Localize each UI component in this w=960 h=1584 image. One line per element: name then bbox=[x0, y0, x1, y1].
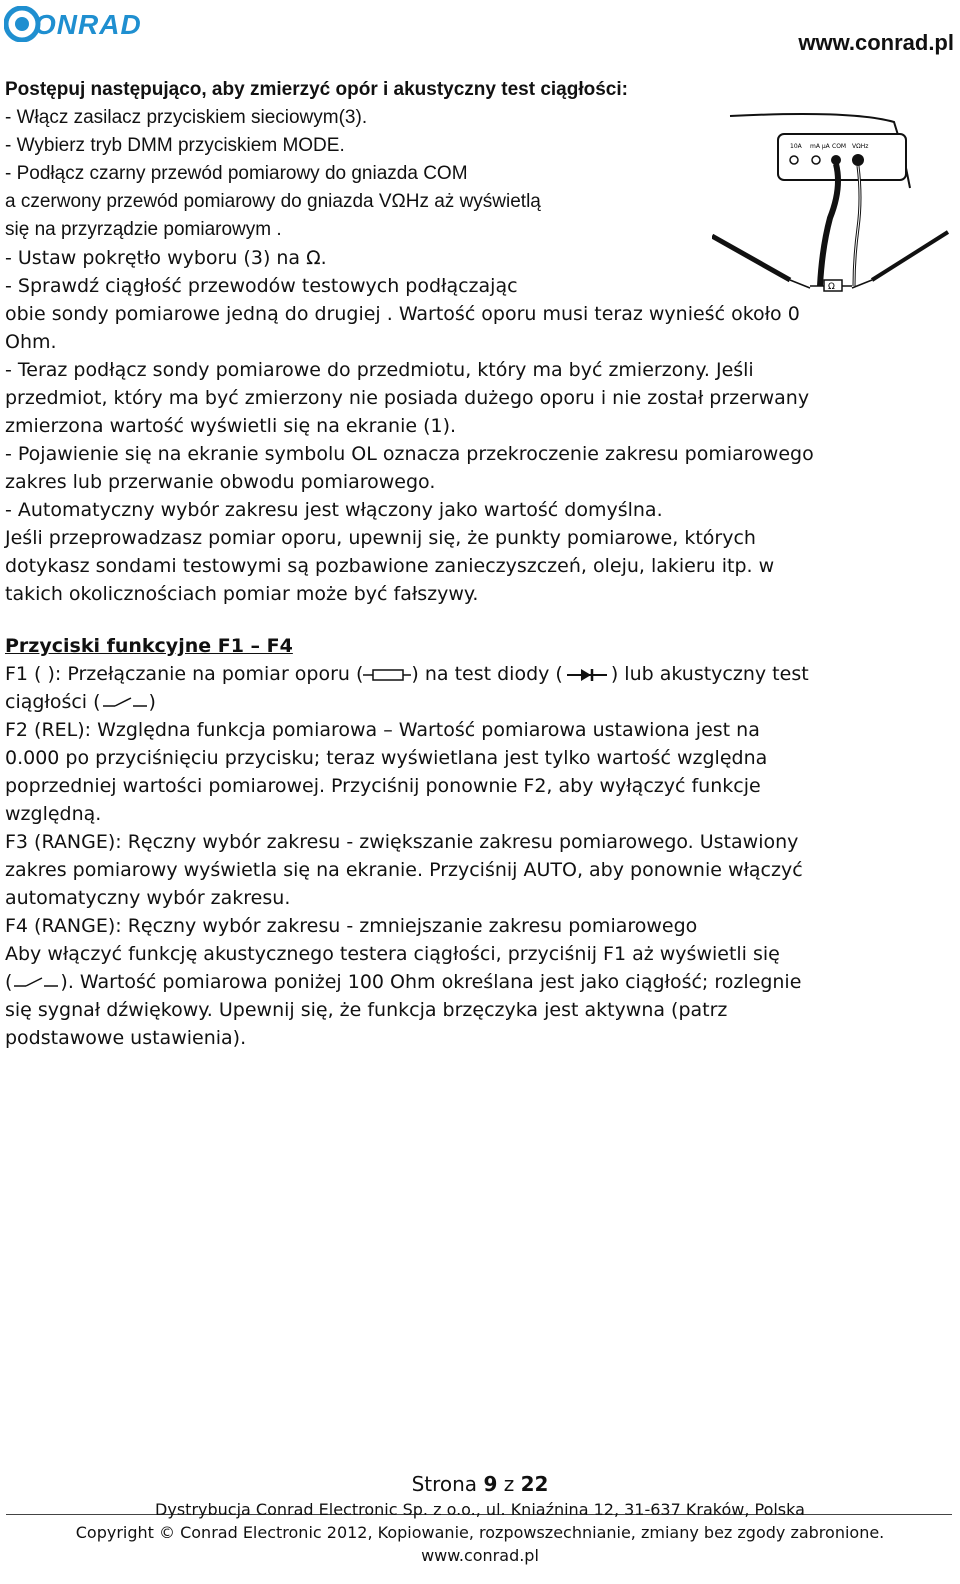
text-line: poprzedniej wartości pomiarowej. Przyciśnij ponownie F2, aby wyłączyć funkcje bbox=[5, 775, 761, 797]
f1-continuity-line bbox=[5, 690, 156, 714]
text-line: F4 (RANGE): Ręczny wybór zakresu - zmniejszanie zakresu pomiarowego bbox=[5, 915, 698, 937]
multimeter-probes-figure bbox=[712, 108, 952, 298]
jack-label-vohz: VΩHz bbox=[852, 143, 869, 150]
text-line: - Włącz zasilacz przyciskiem sieciowym(3). bbox=[5, 107, 368, 128]
text-line: się na przyrządzie pomiarowym . bbox=[5, 219, 282, 240]
text-line: Jeśli przeprowadzasz pomiar oporu, upewnij się, że punkty pomiarowe, których bbox=[5, 527, 756, 549]
f1-text-a: F1 ( ): Przełączanie na pomiar oporu ( bbox=[5, 663, 364, 685]
resistor-symbol-icon bbox=[363, 667, 411, 683]
text-line: - Ustaw pokrętło wyboru (3) na Ω. bbox=[5, 247, 327, 269]
text-line: zakres lub przerwanie obwodu pomiarowego. bbox=[5, 471, 436, 493]
continuity-threshold-line bbox=[5, 970, 801, 994]
page-total: 22 bbox=[520, 1472, 549, 1496]
jack-label-com: COM bbox=[832, 143, 847, 150]
page-prefix: Strona bbox=[411, 1472, 484, 1496]
text-line: - Podłącz czarny przewód pomiarowy do gniazda COM bbox=[5, 163, 468, 184]
text-line: 0.000 po przyciśnięciu przycisku; teraz wyświetlana jest tylko wartość względna bbox=[5, 747, 768, 769]
resistor-ohm-label: Ω bbox=[828, 282, 835, 292]
text-line: Aby włączyć funkcję akustycznego testera ciągłości, przyciśnij F1 aż wyświetli się bbox=[5, 943, 780, 965]
text-line: się sygnał dźwiękowy. Upewnij się, że funkcja brzęczyka jest aktywna (patrz bbox=[5, 999, 728, 1021]
f1-text-b: ) na test diody ( bbox=[411, 663, 563, 685]
continuity-switch-icon bbox=[12, 975, 60, 991]
svg-text:ONRAD: ONRAD bbox=[34, 9, 142, 40]
text-line: takich okolicznościach pomiar może być fałszywy. bbox=[5, 583, 479, 605]
text-line: podstawowe ustawienia). bbox=[5, 1027, 247, 1049]
text-line: obie sondy pomiarowe jedną do drugiej . Wartość oporu musi teraz wynieść około 0 bbox=[5, 303, 800, 325]
text-line: - Wybierz tryb DMM przyciskiem MODE. bbox=[5, 135, 345, 156]
last-text-b: ). Wartość pomiarowa poniżej 100 Ohm określana jest jako ciągłość; rozlegnie bbox=[60, 971, 802, 993]
jack-label-ma: mA µA bbox=[810, 143, 830, 150]
f1-text-d: ciągłości ( bbox=[5, 691, 101, 713]
footer-distribution: Dystrybucja Conrad Electronic Sp. z o.o., ul. Kniaźnina 12, 31-637 Kraków, Polska bbox=[155, 1500, 805, 1519]
page-sep: z bbox=[497, 1472, 521, 1496]
footer-url[interactable]: www.conrad.pl bbox=[421, 1546, 539, 1565]
text-line: Ohm. bbox=[5, 331, 57, 353]
text-line: dotykasz sondami testowymi są pozbawione zanieczyszczeń, oleju, lakieru itp. w bbox=[5, 555, 775, 577]
conrad-logo bbox=[4, 6, 154, 42]
text-line: automatyczny wybór zakresu. bbox=[5, 887, 291, 909]
text-line: - Pojawienie się na ekranie symbolu OL oznacza przekroczenie zakresu pomiarowego bbox=[5, 443, 814, 465]
text-line: - Automatyczny wybór zakresu jest włączony jako wartość domyślna. bbox=[5, 499, 663, 521]
last-text-a: ( bbox=[5, 971, 13, 993]
text-line: przedmiot, który ma być zmierzony nie posiada dużego oporu i nie został przerwany bbox=[5, 387, 810, 409]
f1-text-c: ) lub akustyczny test bbox=[610, 663, 809, 685]
section-heading-resistance: Postępuj następująco, aby zmierzyć opór i akustyczny test ciągłości: bbox=[5, 79, 628, 100]
page-current: 9 bbox=[483, 1472, 498, 1496]
site-url-top[interactable]: www.conrad.pl bbox=[798, 30, 954, 55]
jack-label-10a: 10A bbox=[790, 143, 802, 150]
continuity-switch-icon bbox=[101, 695, 149, 711]
section-heading-function-keys: Przyciski funkcyjne F1 – F4 bbox=[5, 635, 293, 657]
text-line: zakres pomiarowy wyświetla się na ekranie. Przyciśnij AUTO, aby ponownie włączyć bbox=[5, 859, 803, 881]
text-line: F3 (RANGE): Ręczny wybór zakresu - zwiększanie zakresu pomiarowego. Ustawiony bbox=[5, 831, 799, 853]
footer-copyright: Copyright © Conrad Electronic 2012, Kopiowanie, rozpowszechnianie, zmiany bez zgody zabronione. bbox=[75, 1523, 885, 1542]
text-line: - Sprawdź ciągłość przewodów testowych podłączając bbox=[5, 275, 518, 297]
text-line: względną. bbox=[5, 803, 102, 825]
text-line: F2 (REL): Względna funkcja pomiarowa – Wartość pomiarowa ustawiona jest na bbox=[5, 719, 760, 741]
text-line: a czerwony przewód pomiarowy do gniazda VΩHz aż wyświetlą bbox=[5, 191, 541, 212]
text-line: zmierzona wartość wyświetli się na ekranie (1). bbox=[5, 415, 457, 437]
f1-description-line bbox=[5, 662, 809, 686]
page-number bbox=[0, 1472, 960, 1496]
diode-symbol-icon bbox=[563, 667, 611, 683]
f1-text-e: ) bbox=[148, 691, 156, 713]
text-line: - Teraz podłącz sondy pomiarowe do przedmiotu, który ma być zmierzony. Jeśli bbox=[5, 359, 754, 381]
